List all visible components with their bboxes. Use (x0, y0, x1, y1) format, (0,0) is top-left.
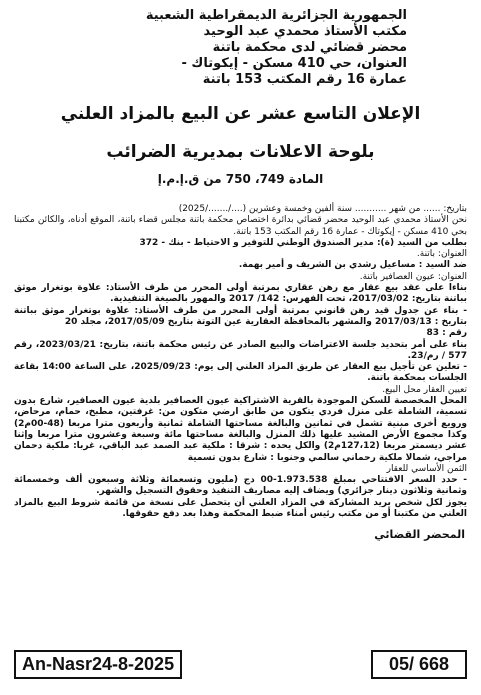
body-mortgage: - بناء عن جدول قيد رهن قانوني بمرتبة أولى المحرر من طرف الأستاذ: علاوة بوتغرار موثق بباتنة بتاريخ : 2017/03/13 والمشهر بالمحافظة العقارية عين التوتة بتاريخ 2017/05/09، مجلد 20 (14, 305, 467, 327)
bailiff-signature: المحضر القضائي (374, 528, 465, 542)
body-price: - حدد السعر الافتتاحي بمبلغ 1.973.538-00 دج (مليون وتسعمائة وثلاثة وسبعون ألف وخمسمائة وثمانية وثلاثون دينار جزائري) ويضاف إليه مصاريف التنفيذ وحقوق التسجيل والشهر. (14, 475, 467, 497)
announcement-body (14, 204, 467, 520)
body-defendant-address: العنوان: عيون العصافير باتنة. (359, 271, 467, 282)
header-bailiff: محضر قضائي لدى محكمة باتنة (212, 40, 407, 55)
announcement-number: 05/ 668 (371, 650, 467, 679)
header-building: عمارة 16 رقم المكتب 153 باتنة (202, 72, 407, 87)
body-property-heading: تعيين العقار محل البيع. (382, 384, 467, 395)
announcement-subtitle: بلوحة الاعلانات بمديرية الضرائب (106, 142, 375, 162)
body-contract: بناءا على عقد بيع عقار مع رهن عقاري بمرتبة أولى المحرر من طرف الأستاذ: علاوة بوتغرار موثق بباتنة بتاريخ: 2017/03/02، تحت الفهرس: 142/ 2017 والمهور بالصيغة التنفيذية. (14, 283, 467, 305)
announcement-title: الإعلان التاسع عشر عن البيع بالمزاد العلني (60, 104, 421, 124)
header-republic: الجمهورية الجزائرية الديمقراطية الشعبية (145, 8, 407, 23)
header-address: العنوان، حي 410 مسكن - إيكوتاك - (181, 56, 407, 71)
body-property-description: المحل المخصصة للسكن الموجودة بالقرية الاشتراكية عيون العصافير بلدية عيون العصافير، شارع بدون تسمية، الشاملة على منزل فردي يتكون من طابق ارضي متكون من: غرفتين، مطبخ، حمام، مرحاض، ورويع أخرى مبنية تشمل في ثمانين والبالغة مساحتها الشاملة ثمانية وأربعون مترا مربعا (48-00م2) وكذا مجموع الأرض المشيد عليها ذلك المنزل والبالغة مساحتها مائة وسبعة وعشرون مترا مربعا وإثنا عشر ديسمتر مربعا (127،12م2) والكل يحده : شرقا : ملكية عبد الصمد عبد الباقي، غربا: ملكية دحمان مراجي، شمالا ملكية رحماني سالمي وجنوبا : شارع بدون تسمية (14, 396, 467, 463)
body-participation: يجوز لكل شخص يريد المشاركة في المزاد العلني أن يتحصل على نسخة من قائمة شروط البيع بالمزاد العلني من مكتبنا أو من مكتب رئيس أمناء ضبط المحكمة وهذا بعد دفع حقوقها. (14, 497, 467, 520)
newspaper-reference: An-Nasr24-8-2025 (14, 650, 182, 679)
header-office: مكتب الأستاذ محمدي عبد الوحيد (203, 24, 407, 39)
legal-article: المادة 749، 750 من ق.إ.م.إ (157, 172, 324, 186)
body-postponement: - تعلين عن تأجيل بيع العقار عن طريق المزاد العلني إلى يوم: 2025/09/23، على الساعة 14:00 بقاعة الجلسات بمحكمة باتنة. (14, 362, 468, 384)
body-defendant: ضد السيد : مساعيل رشدي بن الشريف و أمير بهمة. (238, 260, 467, 271)
body-date: بتاريخ: ...... من شهر ........... سنة ألفين وخمسة وعشرين (..../......./2025) (178, 204, 467, 214)
body-requester: بطلب من السيد (ة): مدير الصندوق الوطني للتوفير و الاحتياط - بنك - 372 (139, 237, 467, 248)
office-header (14, 8, 467, 88)
body-requester-address: العنوان: باتنة. (416, 249, 467, 260)
footer (14, 648, 467, 680)
body-number: رقم : 83 (426, 328, 467, 339)
body-bailiff: نحن الأستاذ محمدي عبد الوحيد محضر قضائي بدائرة اختصاص محكمة باتنة مجلس قضاء باتنة، الموقع أدناه، والكائن مكتبنا بحي 410 مسكن - إيكوتاك - عمارة 16 رقم المكتب 153 باتنة. (14, 215, 467, 237)
body-order: بناء على أمر بتحديد جلسة الاعتراضات والبيع الصادر عن رئيس محكمة باتنة، بتاريخ: 2023/03/21، رقم 577 / رم/23. (14, 339, 468, 361)
body-price-heading: الثمن الأساسي للعقار (386, 463, 467, 474)
